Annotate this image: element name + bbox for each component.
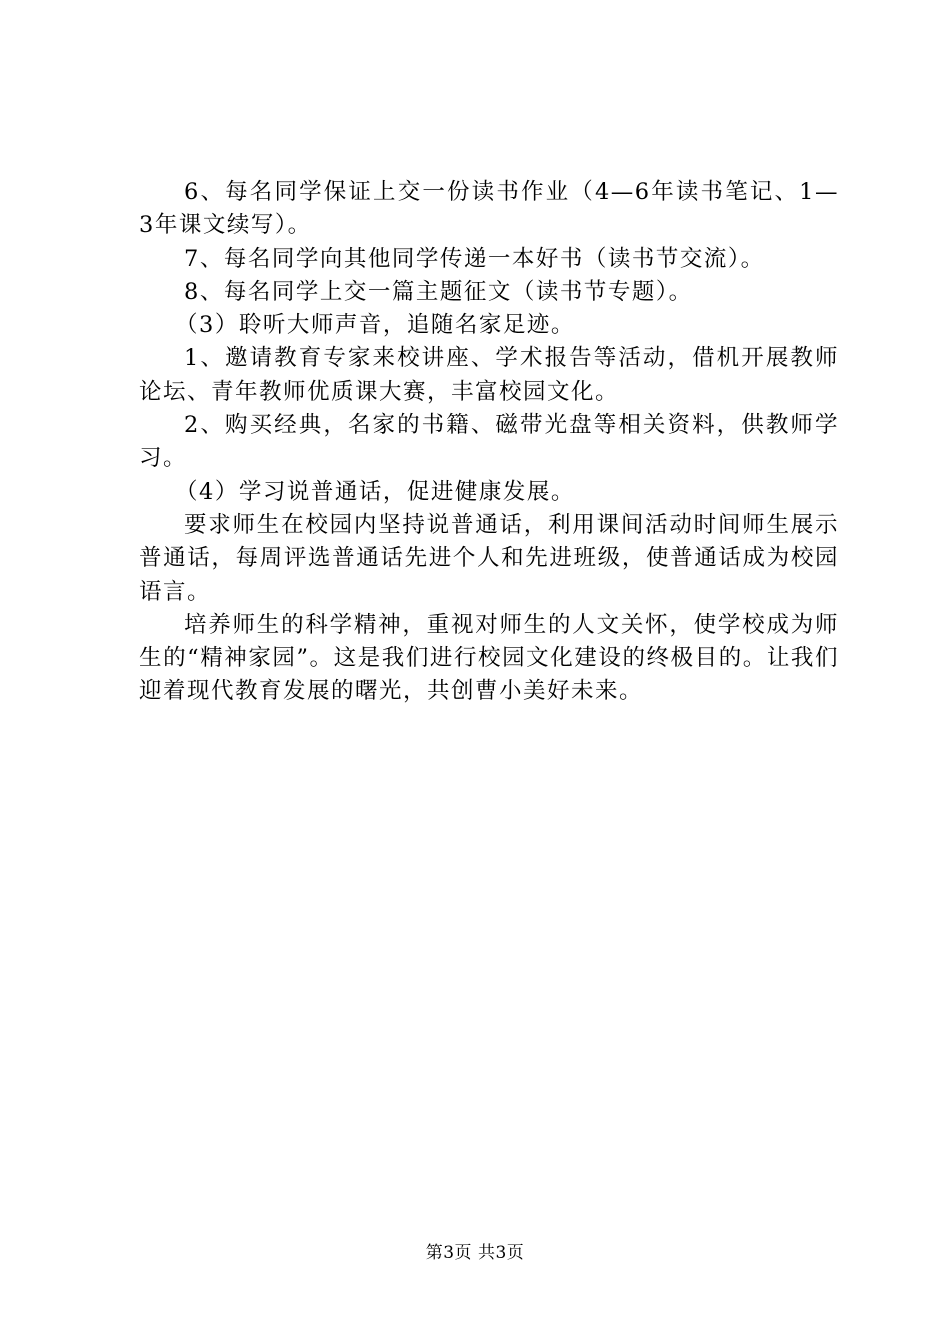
paragraph-item-7: 7、每名同学向其他同学传递一本好书（读书节交流）。 — [184, 245, 765, 272]
section-heading-3: （3）聆听大师声音，追随名家足迹。 — [175, 312, 575, 339]
page-number-label: 第3页 共3页 — [425, 1243, 525, 1263]
page-footer — [0, 1241, 950, 1265]
paragraph-conclusion: 培养师生的科学精神，重视对师生的人文关怀，使学校成为师生的“精神家园”。这是我们进行校园文化建设的终极目的。让我们迎着现代教育发展的曙光，共创曹小美好未来。 — [139, 611, 839, 705]
paragraph-item-6: 6、每名同学保证上交一份读书作业（4—6年读书笔记、1—3年课文续写）。 — [139, 179, 839, 239]
paragraph-mandarin-requirement: 要求师生在校园内坚持说普通话，利用课间活动时间师生展示普通话，每周评选普通话先进个人和先进班级，使普通话成为校园语言。 — [139, 511, 839, 605]
paragraph-item-1: 1、邀请教育专家来校讲座、学术报告等活动，借机开展教师论坛、青年教师优质课大赛，丰富校园文化。 — [139, 345, 839, 405]
document-body — [139, 176, 839, 709]
paragraph-item-2: 2、购买经典，名家的书籍、磁带光盘等相关资料，供教师学习。 — [139, 412, 839, 472]
paragraph-item-8: 8、每名同学上交一篇主题征文（读书节专题）。 — [184, 278, 693, 305]
section-heading-4: （4）学习说普通话，促进健康发展。 — [175, 478, 575, 505]
